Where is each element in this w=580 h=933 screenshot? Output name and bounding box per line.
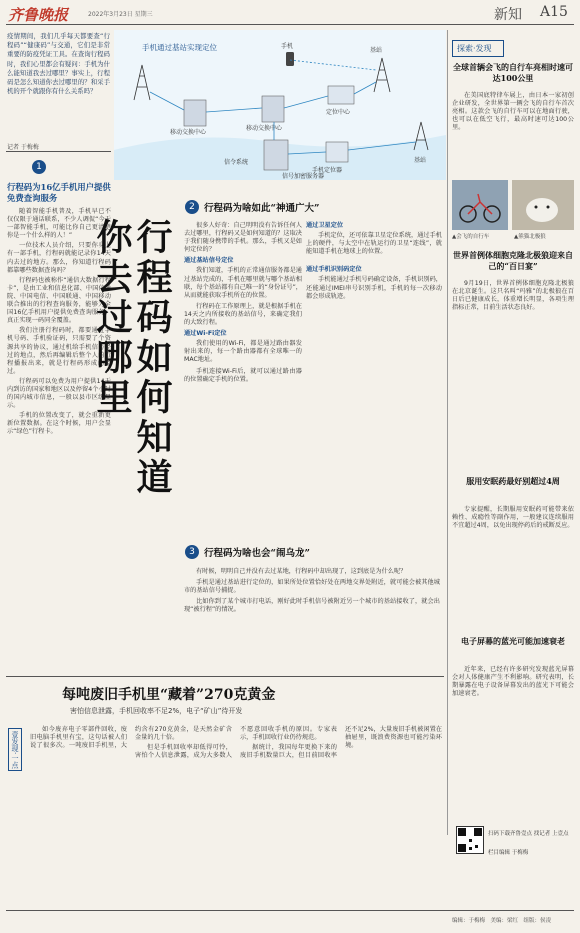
paragraph: 如今废弃电子零部件回收，废旧电脑手机里有宝，这句话被人们说了很多次。一吨废旧手机里，大约含有270克黄金，是天然金矿含金量的几十倍。 [30,726,232,750]
article3-body: 专家提醒，长期服用安眠药可能带来依赖性、成瘾性等副作用，一般建议连续服用不宜超过4周，以免出现停药后的戒断反应。 [452,506,574,530]
svg-text:信令系统: 信令系统 [224,159,249,166]
article1-title: 全球首辆会飞的自行车亮相时速可达100公里 [453,62,573,83]
svg-text:信号加密服务器: 信号加密服务器 [282,173,325,180]
article2-body: 9月19日，世界首例体细胞克隆北极狼在北京诞生。这只名叫“玛雅”的北极狼在百日后已健康成长，体重增长明显，各项生理指标正常，目前生活状态良好。 [452,280,574,312]
intro-text: 疫情期间，我们几乎每天都要查“行程码”“健康码”与交通，它们是非常重要的防疫凭证工具。在查询行程码时，我们心里都会有疑问：手机为什么能知道我去过哪里？事实上，行程码是怎么知道你去过哪里的？和采手机的开个就跟你有什么关系吗？ [7,32,110,96]
intro-rule [6,151,111,152]
section3-title: 行程码为啥也会“闹乌龙” [204,548,310,559]
paragraph: 一位技术人员介绍，只要你身上有一部手机，行程码就能记录你14天内去过的地方。那么，你知道行程码都靠哪些数据查询吗？ [7,242,111,274]
signaling-server-icon [264,140,288,170]
qr-caption: 扫码下载齐鲁壹点 找记者 上壹点 [488,831,569,837]
svg-text:手机定位器: 手机定位器 [312,167,343,174]
paragraph: 手机的位置改变了，就会重新更新位置数据。在这个时候，用户会显示“绿色”行程卡。 [7,412,111,436]
qr-code-icon[interactable] [456,826,484,854]
footer-editors: 编辑：于梅梅 美编：梁红 组版：侯凌 [452,918,552,924]
section3-num: 3 [185,545,199,559]
paragraph: 有时候，明明自己并没有去过某地，行程码中却出现了，这到底是为什么呢？ [196,568,407,575]
wolf-photo [512,180,574,230]
svg-text:定位中心: 定位中心 [326,109,351,116]
masthead-date: 2022年3月23日 星期三 [88,11,153,18]
svg-text:基站: 基站 [370,47,383,54]
bottom-rule [6,676,444,677]
masthead-page: A15 [540,4,568,20]
section3-body [184,568,440,614]
location-center-icon [328,86,354,104]
article3-title: 服用安眠药最好别超过4周 [466,476,560,486]
main-headline: 行程码如何知道你去过哪里 [91,218,173,498]
svg-text:手机: 手机 [281,43,294,50]
bottom-title: 每吨废旧手机里“藏着”270克黄金 [62,687,276,703]
intro-reporter: 记者 于梅梅 [7,144,39,151]
right-mid-column [306,222,442,301]
paragraph: 我们知道，手机的正常通信服务都是通过基站完成的，手机在哪里就与哪个基站相联，每个基站都有自己唯一的“身份证号”，从而就能获取手机所在的位置。 [184,267,302,299]
phone-locator-icon [326,142,348,162]
switch-center-icon [262,96,284,122]
column-divider [447,30,448,835]
bottom-body [30,726,442,760]
paragraph: 据统计，我国每年更换下来的废旧手机数量巨大，但目前回收率还不足2%，大量废旧手机被闲置在抽屉里，既浪费资源也可能污染环境。 [240,726,442,760]
bottom-side-label: 壹发现·一点 [8,728,22,771]
paragraph: 手机能通过手机号码确定设备，手机识别码，还能通过IMEI串号识别手机，手机的每一次移动都会形成轨迹。 [306,276,442,300]
bike-caption: ▲会飞的自行车 [452,234,490,240]
paragraph: 手机定位，还可依靠卫星定位系统，通过手机上的硬件，与太空中在轨运行的卫星“连线”，就能知道手机在地球上的位置。 [306,232,442,256]
subheading: 通过卫星定位 [306,222,344,229]
article1-body: 在美国底特律车展上，由日本一家初创企业研发，全世界第一辆会飞的自行车首次亮相。这款会飞的自行车可以在地面行驶，也可以在低空飞行，最高时速可达100公里。 [452,92,574,132]
wolf-caption: ▲熊猫北极狼 [514,234,546,240]
paragraph: 我们使用的Wi-Fi，都是通过路由器发射出来的，每一个路由器都有全球唯一的MAC地址。 [184,340,302,364]
svg-text:移动交换中心: 移动交换中心 [246,125,283,132]
subheading: 通过基站信号定位 [184,257,234,265]
paragraph: 行程码可以免费为用户提供14天内到访的国家和地区以及停留4个小时的国内城市信息，一般以县市区级显示。 [7,377,111,410]
section1-title: 行程码为16亿手机用户提供免费查询服务 [7,182,111,203]
svg-text:移动交换中心: 移动交换中心 [170,129,207,136]
masthead-rule [6,24,574,25]
svg-text:基站: 基站 [414,157,427,164]
paragraph: 比如你到了某个城市打电话，刚好此时手机信号被附近另一个城市的基站接收了，就会出现“被行程”的情况。 [184,598,440,614]
masthead-logo: 齐鲁晚报 [8,6,69,24]
section2-body [184,222,302,387]
paragraph: 我们注册行程码时，都要通过手机号码、手机验证码，只需要了个资源共享的协议，通过机给手机信号经过的地点，然后再编辑后整个人的行程播报出来，就是行程码形成的经过。 [7,327,111,375]
paragraph: 随着智能手机普及，手机早已不仅仅限于通话联系，不少人调侃“今天一部智能手机，可能比你自己更清楚你是一个什么样的人！” [7,208,111,240]
paragraph: 但是手机回收率却低得可怜，害怕个人信息泄露，成为大多数人不愿意回收手机的原因。专家表示，手机回收行业仍待规范。 [135,726,337,760]
footer-rule [6,910,574,911]
section2-num: 2 [185,200,199,214]
masthead [0,0,580,26]
article4-body: 近年来，已经有许多研究发现蓝光屏幕会对人体健康产生不利影响。研究表明，长期暴露在电子设备屏幕发出的蓝光下可能会加速衰老。 [452,666,574,698]
subheading: 通过Wi-Fi定位 [184,330,227,338]
paragraph: 很多人好奇：自己明明没有告诉任何人去过哪里，行程码又是如何知道的？这取决于我们随身携带的手机。那么，手机又是如何定位的？ [184,222,302,254]
masthead-section: 新知 [494,7,522,23]
diagram-title: 手机通过基站实现定位 [142,43,217,52]
article4-title: 电子屏幕的蓝光可能加速衰老 [461,636,565,646]
explore-label: 探索·发现 [452,40,504,57]
paragraph: 行程码也被称作“通信大数据行程卡”，是由工业和信息化部、中国信通院、中国电信、中国联通、中国移动联合推出的行程查询服务，能够为全国16亿手机用户提供免费查询服务。真正实现一码同全覆盖。 [7,276,111,325]
locating-diagram [114,30,446,180]
bottom-subtitle: 害怕信息泄露，手机回收率不足2%，电子“矿山”待开发 [70,707,243,715]
subheading: 通过手机识别码定位 [306,266,362,274]
explore-credit: 栏目编辑 于梅梅 [488,850,529,856]
switch-center-icon [184,100,206,126]
phone-icon [286,52,294,66]
bike-photo [452,180,508,230]
paragraph: 手机连接Wi-Fi后，就可以通过路由器的位置确定手机的位置。 [184,367,302,383]
paragraph: 行程码在工作原理上，就是根据手机在14天之内所接收的基站信号，来确定我们的大致行程。 [184,302,302,327]
paragraph: 手机是通过基站进行定位的，如果所处位置恰好处在两地交界处附近，就可能会被其他城市的基站信号捕捉。 [184,579,440,595]
section2-title: 行程码为啥如此“神通广大” [204,203,320,214]
article2-title: 世界首例体细胞克隆北极狼迎来自己的“百日宴” [453,250,573,271]
section1-num: 1 [32,160,46,174]
